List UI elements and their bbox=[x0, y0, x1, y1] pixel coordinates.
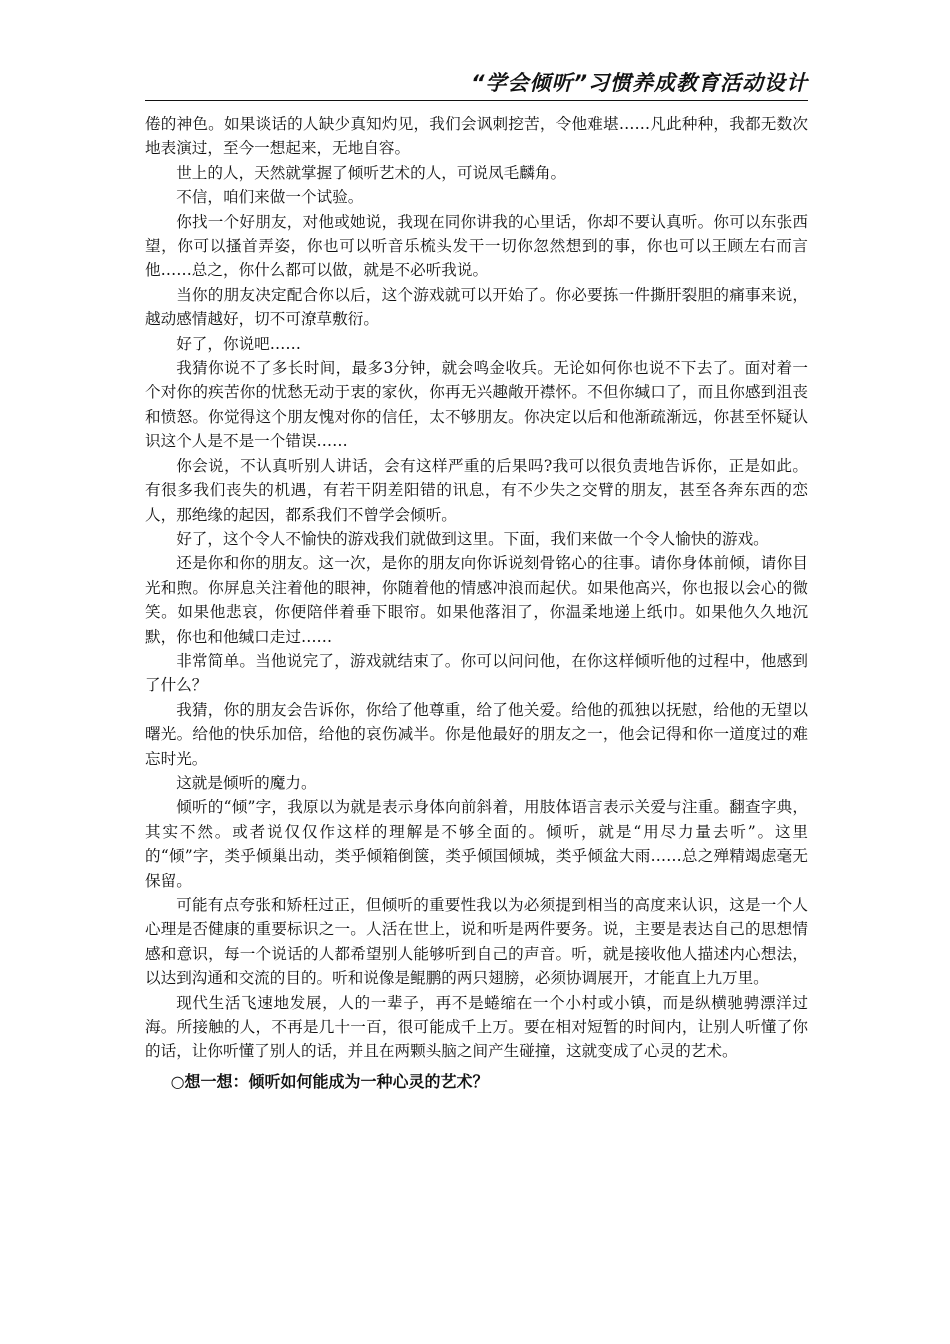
document-body bbox=[145, 112, 808, 1094]
paragraph: 你找一个好朋友，对他或她说，我现在同你讲我的心里话，你却不要认真听。你可以东张西望，你可以搔首弄姿，你也可以听音乐梳头发干一切你忽然想到的事，你也可以王顾左右而言他……总之，你什么都可以做，就是不必听我说。 bbox=[145, 212, 808, 280]
paragraph: 还是你和你的朋友。这一次，是你的朋友向你诉说刻骨铭心的往事。请你身体前倾，请你目光和煦。你屏息关注着他的眼神，你随着他的情感冲浪而起伏。如果他高兴，你也报以会心的微笑。如果他悲哀，你便陪伴着垂下眼帘。如果他落泪了，你温柔地递上纸巾。如果他久久地沉默，你也和他缄口走过…… bbox=[145, 554, 808, 646]
paragraph: 我猜你说不了多长时间，最多3分钟，就会鸣金收兵。无论如何你也说不下去了。面对着一个对你的疾苦你的忧愁无动于衷的家伙，你再无兴趣敞开襟怀。不但你缄口了，而且你感到沮丧和愤怒。你觉得这个朋友愧对你的信任，太不够朋友。你决定以后和他渐疏渐远，你甚至怀疑认识这个人是不是一个错误…… bbox=[145, 359, 808, 451]
paragraph: 你会说，不认真听别人讲话，会有这样严重的后果吗?我可以很负责地告诉你，正是如此。有很多我们丧失的机遇，有若干阴差阳错的讯息，有不少失之交臂的朋友，甚至各奔东西的恋人，那绝缘的起因，都系我们不曾学会倾听。 bbox=[145, 456, 808, 524]
header-title: “学会倾听”习惯养成教育活动设计 bbox=[470, 71, 808, 95]
paragraph: 当你的朋友决定配合你以后，这个游戏就可以开始了。你必要拣一件撕肝裂胆的痛事来说，越动感情越好，切不可潦草敷衍。 bbox=[145, 285, 808, 329]
paragraph: 不信，咱们来做一个试验。 bbox=[176, 188, 364, 207]
paragraph: 倦的神色。如果谈话的人缺少真知灼见，我们会讽刺挖苦，令他难堪……凡此种种，我都无数次地表演过，至今一想起来，无地自容。 bbox=[145, 115, 808, 158]
paragraph: 倾听的“倾”字，我原以为就是表示身体向前斜着，用肢体语言表示关爱与注重。翻查字典，其实不然。或者说仅仅作这样的理解是不够全面的。倾听，就是“用尽力量去听”。这里的“倾”字，类乎倾巢出动，类乎倾箱倒箧，类乎倾国倾城，类乎倾盆大雨……总之殚精竭虑毫无保留。 bbox=[145, 798, 808, 890]
paragraph: 我猜，你的朋友会告诉你，你给了他尊重，给了他关爱。给他的孤独以抚慰，给他的无望以曙光。给他的快乐加倍，给他的哀伤减半。你是他最好的朋友之一，他会记得和你一道度过的难忘时光。 bbox=[145, 700, 808, 768]
paragraph: 可能有点夸张和矫枉过正，但倾听的重要性我以为必须提到相当的高度来认识，这是一个人心理是否健康的重要标识之一。人活在世上，说和听是两件要务。说，主要是表达自己的思想情感和意识，每一个说话的人都希望别人能够听到自己的声音。听，就是接收他人描述内心想法，以达到沟通和交流的目的。听和说像是鲲鹏的两只翅膀，必须协调展开，才能直上九万里。 bbox=[145, 896, 808, 988]
paragraph: 好了，你说吧…… bbox=[176, 334, 301, 353]
paragraph: 现代生活飞速地发展，人的一辈子，再不是蜷缩在一个小村或小镇，而是纵横驰骋漂洋过海。所接触的人，不再是几十一百，很可能成千上万。要在相对短暂的时间内，让别人听懂了你的话，让你听懂了别人的话，并且在两颗头脑之间产生碰撞，这就变成了心灵的艺术。 bbox=[145, 993, 808, 1061]
paragraph: 非常简单。当他说完了，游戏就结束了。你可以问问他，在你这样倾听他的过程中，他感到了什么？ bbox=[145, 651, 808, 695]
paragraph: 好了，这个令人不愉快的游戏我们就做到这里。下面，我们来做一个令人愉快的游戏。 bbox=[176, 529, 769, 548]
page-header bbox=[145, 68, 808, 101]
paragraph: 世上的人，天然就掌握了倾听艺术的人，可说凤毛麟角。 bbox=[176, 163, 567, 182]
think-question: ○想一想：倾听如何能成为一种心灵的艺术？ bbox=[170, 1071, 489, 1091]
paragraph: 这就是倾听的魔力。 bbox=[176, 773, 317, 792]
